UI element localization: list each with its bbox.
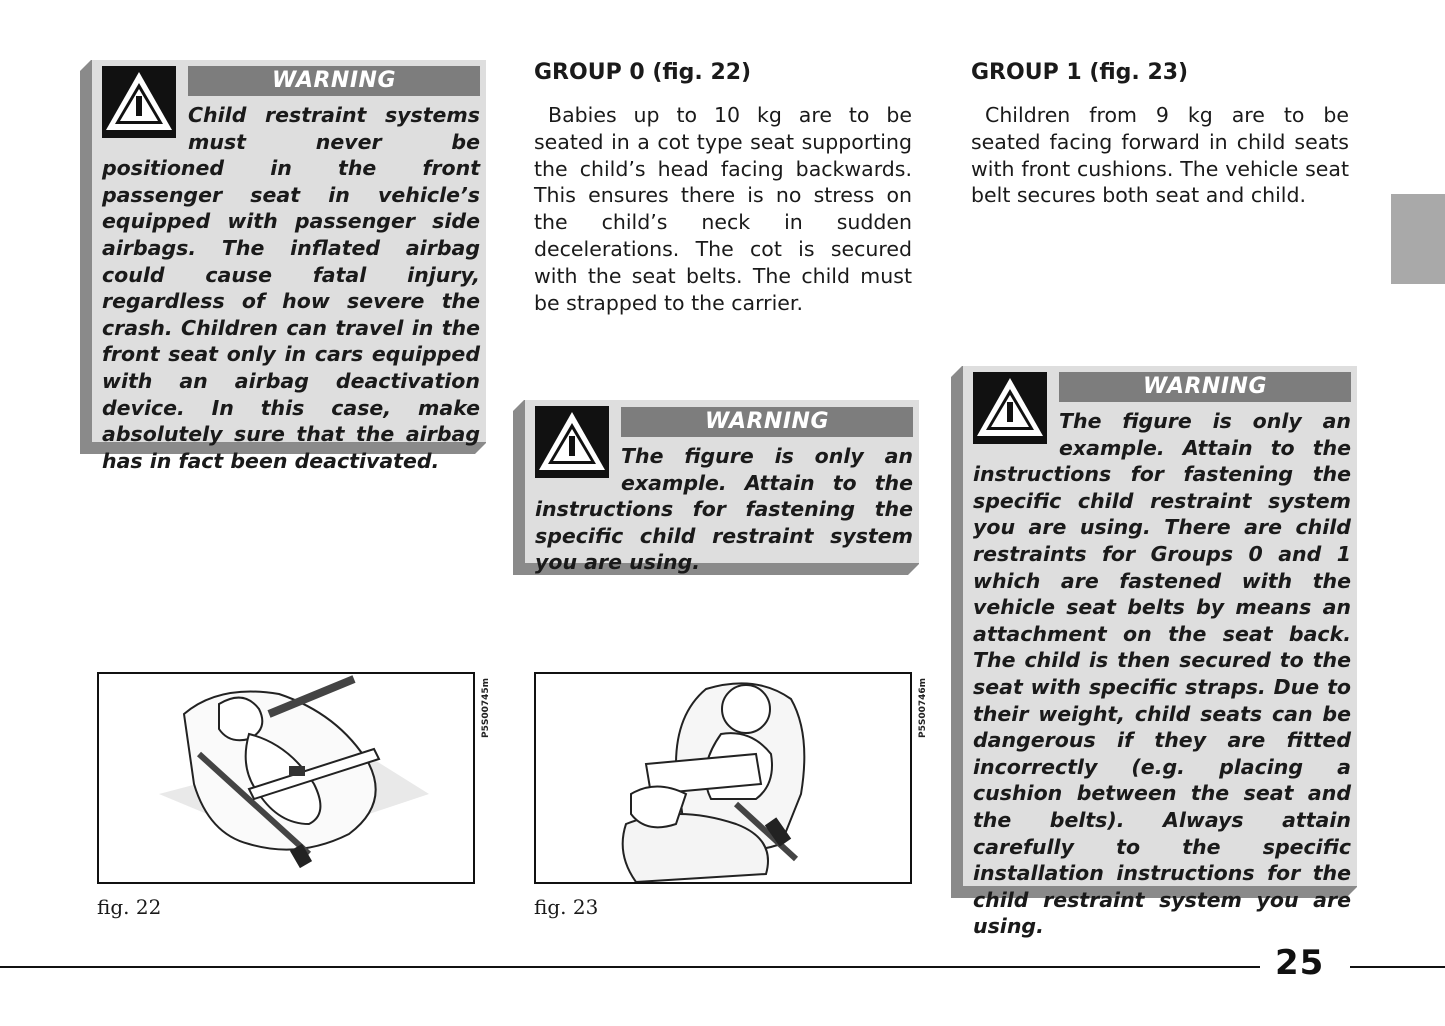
warning-text-content: Child restraint systems must never be positioned in the front passenger seat in vehicle’s equipped with passenger side airbags. The inflated airbag could cause fatal injury, regardless of how severe the crash. Children can travel in the front seat only in cars equipped with an airbag deactivation device. In this case, make absolutely sure that the airbag has in fact been deactivated.: [102, 103, 480, 473]
warning-text: [535, 443, 913, 576]
page-number: 25: [1275, 943, 1325, 983]
group-1-title: GROUP 1 (fig. 23): [971, 60, 1189, 85]
infant-carrier-illustration: [99, 674, 473, 882]
figure-22-frame: [97, 672, 491, 884]
box-notch: [513, 399, 525, 411]
section-tab: [1391, 194, 1445, 284]
box-shadow-side: [951, 366, 963, 898]
child-seat-illustration: [536, 674, 910, 882]
warning-label: WARNING: [188, 66, 480, 96]
box-notch: [951, 365, 963, 377]
warning-box-child-restraints: [951, 366, 1357, 939]
figure-23-code: P5S00746m: [918, 677, 928, 738]
group-0-text: Babies up to 10 kg are to be seated in a cot type seat supporting the child’s head facing backwards. This ensures there is no stress on the child’s neck in sudden decelerations. The cot is secured with the seat belts. The child must be strapped to the carrier.: [534, 103, 912, 315]
figure-23-frame: [534, 672, 928, 884]
warning-label: WARNING: [621, 407, 913, 437]
group-0-title: GROUP 0 (fig. 22): [534, 60, 752, 85]
warning-label: WARNING: [1059, 372, 1351, 402]
figure-23-caption: fig. 23: [534, 895, 599, 919]
warning-text: [973, 408, 1351, 940]
figure-22-caption: fig. 22: [97, 895, 162, 919]
figure-22-code: P5S00745m: [481, 677, 491, 738]
warning-text-content: The figure is only an example. Attain to the instructions for fastening the specific child restraint system you are using. There are child restraints for Groups 0 and 1 which are fastened with the vehicle seat belts by means an attachment on the seat back. The child is then secured to the seat with specific straps. Due to their weight, child seats can be dangerous if they are fitted incorrectly (e.g. placing a cushion between the seat and the belts). Always attain carefully to the specific installation instructions for the child restraint system you are using.: [973, 409, 1351, 939]
warning-box-figure-example: [513, 400, 919, 575]
box-notch: [80, 59, 92, 71]
warning-text: [102, 102, 480, 474]
group-1-text: Children from 9 kg are to be seated facing forward in child seats with front cushions. The vehicle seat belt secures both seat and child.: [971, 103, 1349, 208]
warning-box-airbag: [80, 60, 486, 473]
footer-rule-left: [0, 966, 1260, 968]
box-shadow-side: [80, 60, 92, 454]
warning-text-content: The figure is only an example. Attain to the instructions for fastening the specific child restraint system you are using.: [535, 444, 913, 575]
box-shadow-side: [513, 400, 525, 575]
footer-rule-right: [1350, 966, 1445, 968]
